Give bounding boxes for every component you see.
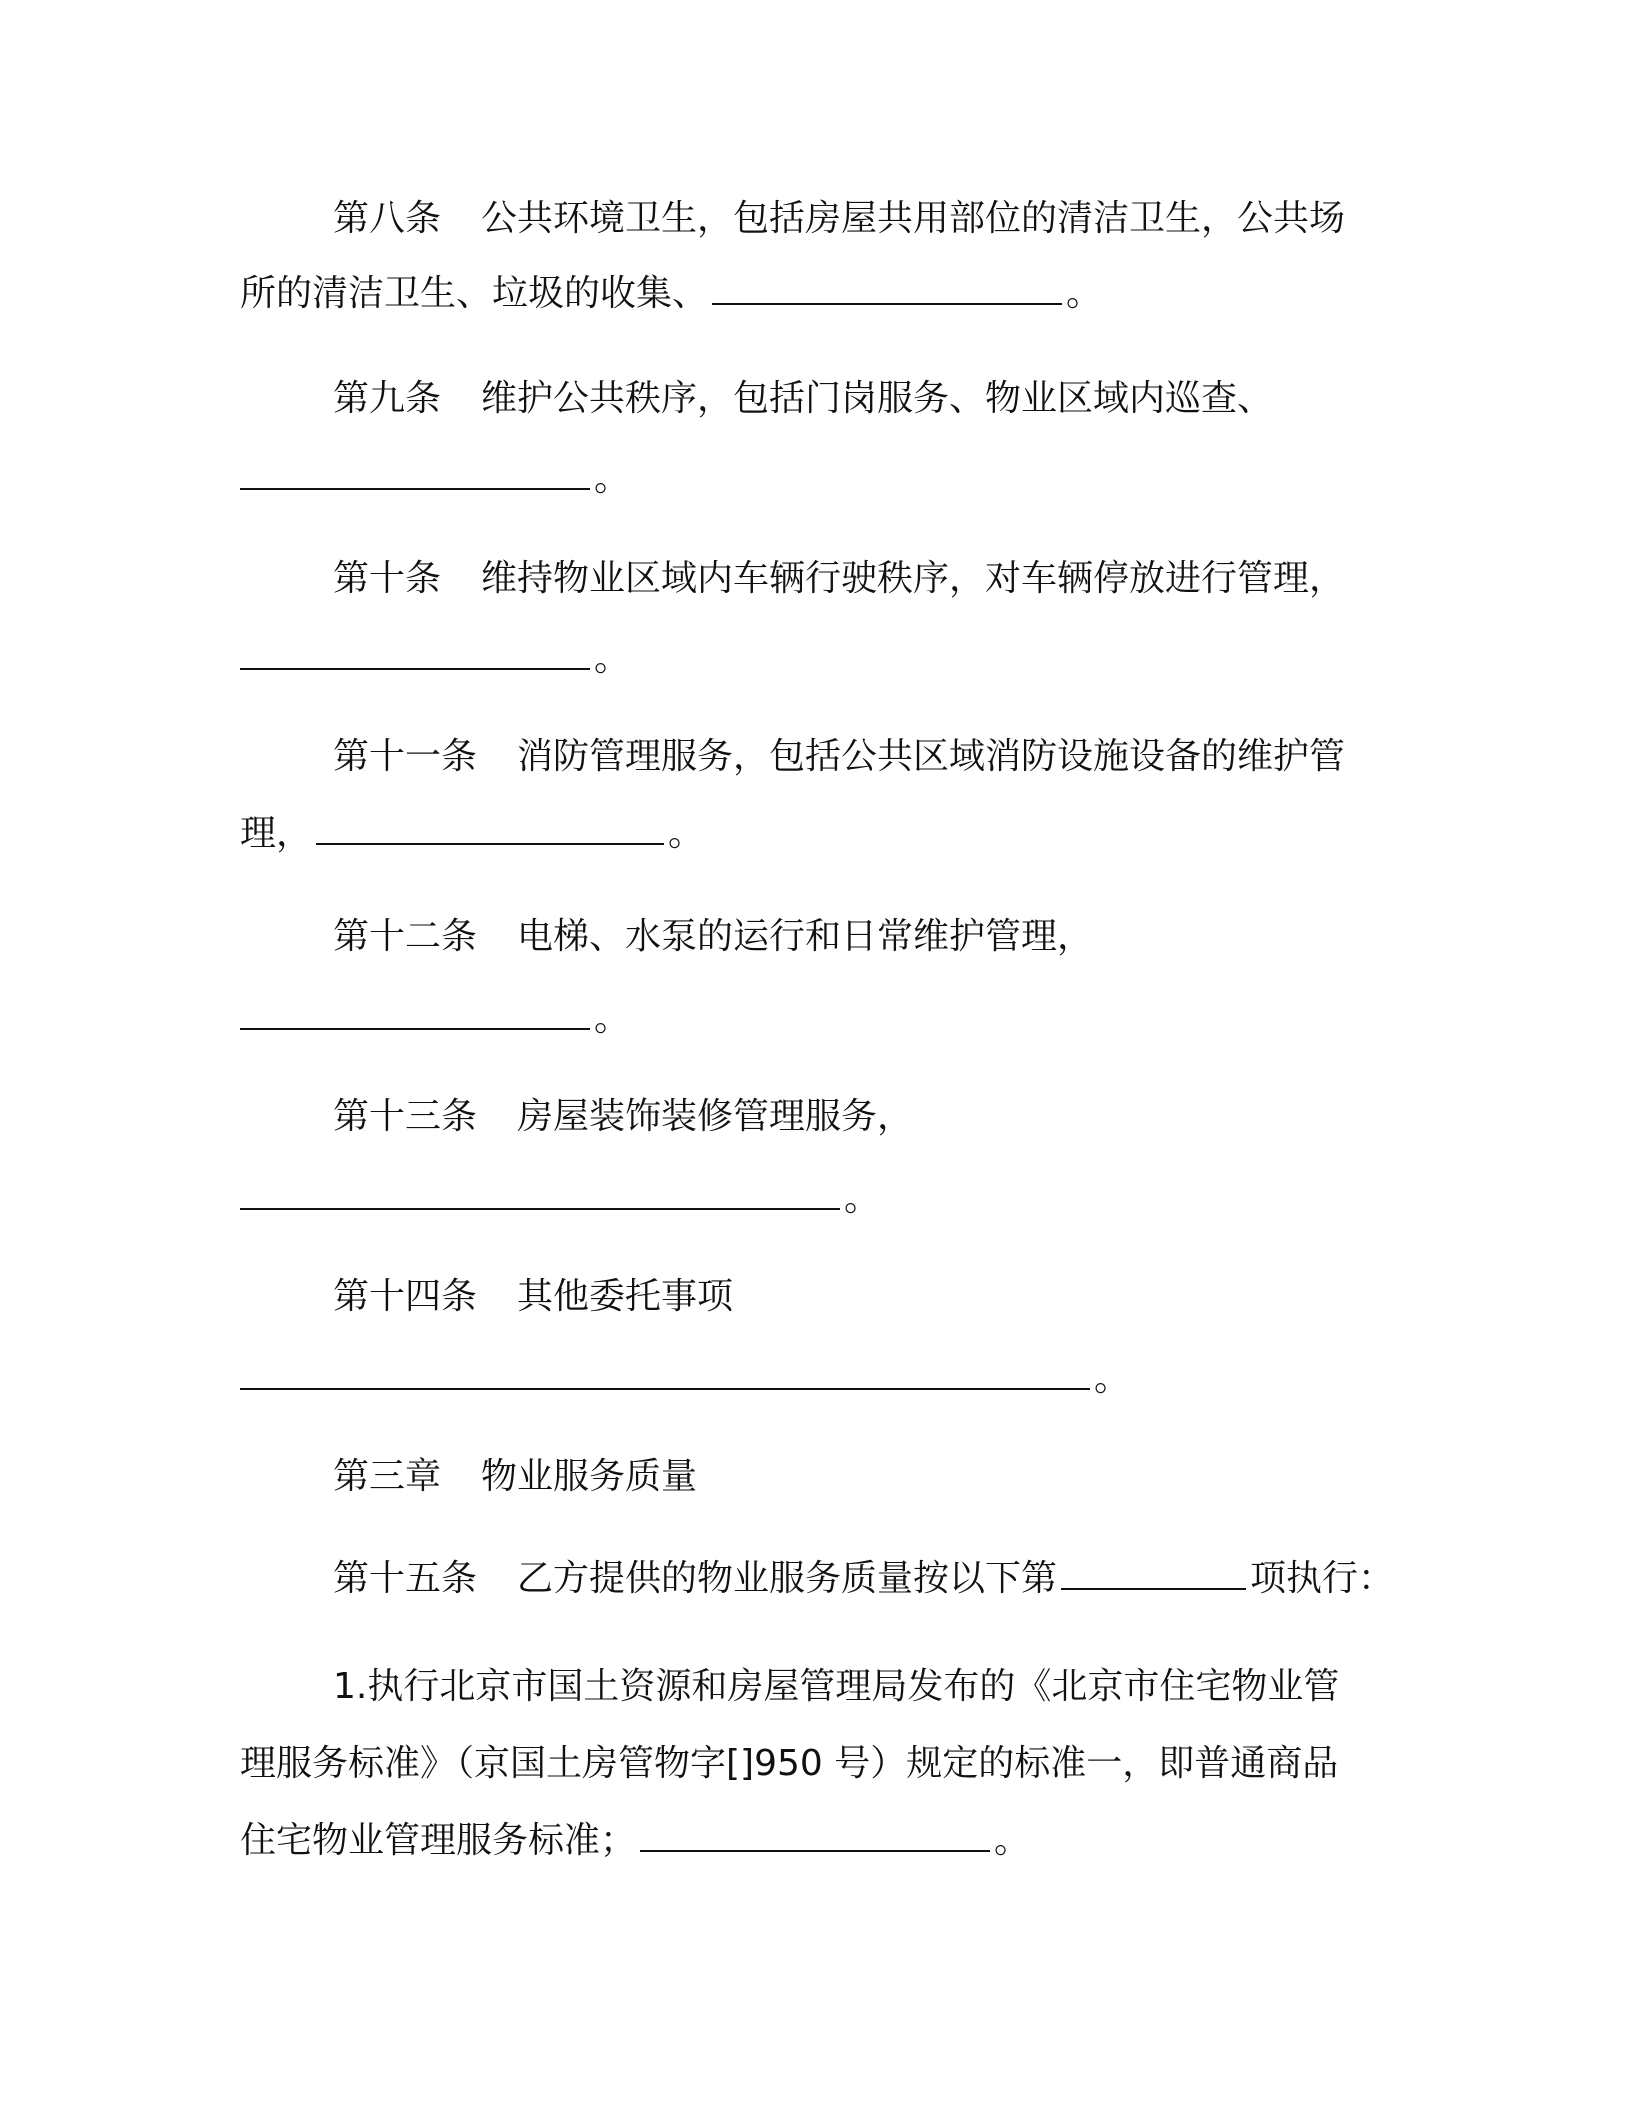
article-10-number: 第十条 [333,558,442,599]
article-14-period: 。 [1094,1358,1131,1399]
article-14-text: 其他委托事项 [517,1276,734,1317]
item-1-text-3: 住宅物业管理服务标准； [240,1820,637,1861]
article-8-text-cont: 所的清洁卫生、垃圾的收集、 [240,273,709,314]
article-8-line-2 [240,270,1102,318]
article-15-text: 乙方提供的物业服务质量按以下第 [517,1558,1058,1599]
article-10-blank[interactable] [240,638,590,670]
article-9-line-2 [240,455,630,503]
article-13-line-1 [333,1093,913,1141]
article-9-period: 。 [594,458,631,499]
chapter-3-heading [333,1453,697,1501]
article-9-blank[interactable] [240,458,590,490]
article-13-period: 。 [844,1178,881,1219]
article-10-line-2 [240,635,630,683]
article-14-blank[interactable] [240,1358,1090,1390]
article-12-text: 电梯、水泵的运行和日常维护管理， [517,916,1094,957]
chapter-3-number: 第三章 [333,1456,442,1497]
item-1-line-2 [240,1740,1338,1788]
item-1-line-1 [333,1663,1339,1711]
article-15-line-1 [333,1555,1394,1603]
article-14-line-1 [333,1273,733,1321]
article-11-line-2 [240,810,704,858]
article-13-line-2 [240,1175,880,1223]
article-13-blank[interactable] [240,1178,840,1210]
item-1-blank[interactable] [640,1820,990,1852]
item-1-text-1: 1.执行北京市国土资源和房屋管理局发布的《北京市住宅物业管 [333,1666,1340,1707]
article-9-line-1 [333,375,1273,423]
item-1-text-2: 理服务标准》（京国土房管物字[]950 号）规定的标准一，即普通商品 [240,1743,1339,1784]
article-8-period: 。 [1066,273,1103,314]
item-1-period: 。 [994,1820,1031,1861]
item-1-line-3 [240,1817,1030,1865]
article-10-text: 维持物业区域内车辆行驶秩序，对车辆停放进行管理， [481,558,1346,599]
article-11-text: 消防管理服务，包括公共区域消防设施设备的维护管 [517,736,1346,777]
article-13-number: 第十三条 [333,1096,478,1137]
article-9-number: 第九条 [333,378,442,419]
article-15-blank[interactable] [1061,1558,1246,1590]
article-12-line-1 [333,913,1093,961]
article-12-line-2 [240,995,630,1043]
article-8-number: 第八条 [333,198,442,239]
article-12-period: 。 [594,998,631,1039]
article-8-line-1 [333,195,1345,243]
article-12-blank[interactable] [240,998,590,1030]
article-11-text-cont: 理， [240,813,313,854]
article-15-text-end: 项执行： [1250,1558,1395,1599]
article-9-text: 维护公共秩序，包括门岗服务、物业区域内巡查、 [481,378,1274,419]
article-12-number: 第十二条 [333,916,478,957]
article-11-blank[interactable] [316,813,664,845]
article-11-number: 第十一条 [333,736,478,777]
article-15-number: 第十五条 [333,1558,478,1599]
article-14-line-2 [240,1355,1130,1403]
article-8-text: 公共环境卫生，包括房屋共用部位的清洁卫生，公共场 [481,198,1346,239]
article-13-text: 房屋装饰装修管理服务， [517,1096,914,1137]
article-10-line-1 [333,555,1345,603]
article-11-line-1 [333,733,1345,781]
article-8-blank[interactable] [712,273,1062,305]
article-10-period: 。 [594,638,631,679]
chapter-3-title: 物业服务质量 [481,1456,698,1497]
article-14-number: 第十四条 [333,1276,478,1317]
article-11-period: 。 [668,813,705,854]
